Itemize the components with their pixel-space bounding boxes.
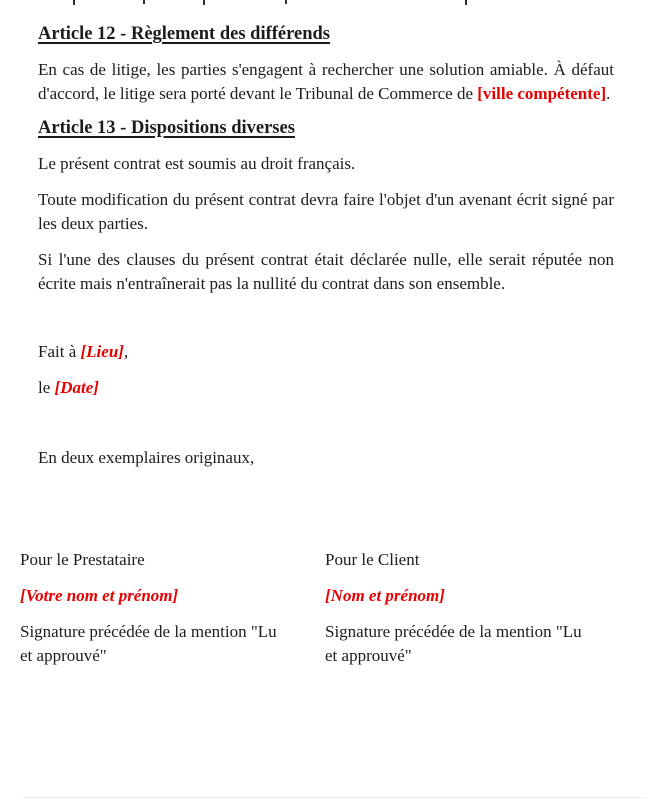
article-13-paragraph-2: Toute modification du présent contrat devra faire l'objet d'un avenant écrit signé par les deux parties. bbox=[38, 190, 614, 233]
paragraph-text: Fait à bbox=[38, 342, 81, 361]
article-13-heading: Article 13 - Dispositions diverses bbox=[38, 118, 295, 138]
signature-section bbox=[20, 548, 632, 668]
execution-place-line bbox=[38, 340, 614, 364]
signature-block-client bbox=[325, 548, 595, 668]
placeholder-date: [Date] bbox=[54, 378, 99, 397]
page-bottom-edge bbox=[23, 797, 645, 798]
article-12-paragraph bbox=[38, 58, 614, 106]
paragraph-text: , bbox=[123, 342, 129, 361]
clipped-text-descender bbox=[143, 0, 145, 4]
paragraph-text: . bbox=[606, 84, 611, 103]
paragraph-text: le bbox=[38, 378, 55, 397]
clipped-text-descender bbox=[73, 0, 75, 5]
article-13-paragraph-3: Si l'une des clauses du présent contrat était déclarée nulle, elle serait réputée non écrite mais n'entraînerait pas la nullité du contrat dans son ensemble. bbox=[38, 250, 614, 293]
execution-date-line bbox=[38, 376, 614, 400]
article-12-heading: Article 12 - Règlement des différends bbox=[38, 24, 330, 44]
signature-note-client: Signature précédée de la mention "Lu et approuvé" bbox=[325, 622, 582, 665]
signature-block-prestataire bbox=[20, 548, 290, 668]
clipped-previous-text-line bbox=[0, 0, 652, 7]
placeholder-lieu: [Lieu] bbox=[80, 342, 124, 361]
signature-title-client: Pour le Client bbox=[325, 550, 420, 569]
placeholder-ville-competente: [ville compétente] bbox=[477, 84, 607, 103]
signature-title-prestataire: Pour le Prestataire bbox=[20, 550, 145, 569]
copies-line: En deux exemplaires originaux, bbox=[38, 448, 255, 467]
paragraph-text: En cas de litige, les parties s'engagent à rechercher une solution amiable. À défaut d'accord, le litige sera porté devant le Tribunal de Commerce de bbox=[38, 60, 614, 103]
clipped-text-descender bbox=[285, 0, 287, 4]
clipped-text-descender bbox=[203, 0, 205, 5]
article-13-paragraph-1: Le présent contrat est soumis au droit français. bbox=[38, 154, 356, 173]
placeholder-votre-nom-prenom: [Votre nom et prénom] bbox=[20, 586, 179, 605]
clipped-text-descender bbox=[465, 0, 467, 5]
signature-note-prestataire: Signature précédée de la mention "Lu et approuvé" bbox=[20, 622, 277, 665]
placeholder-nom-prenom: [Nom et prénom] bbox=[325, 586, 445, 605]
